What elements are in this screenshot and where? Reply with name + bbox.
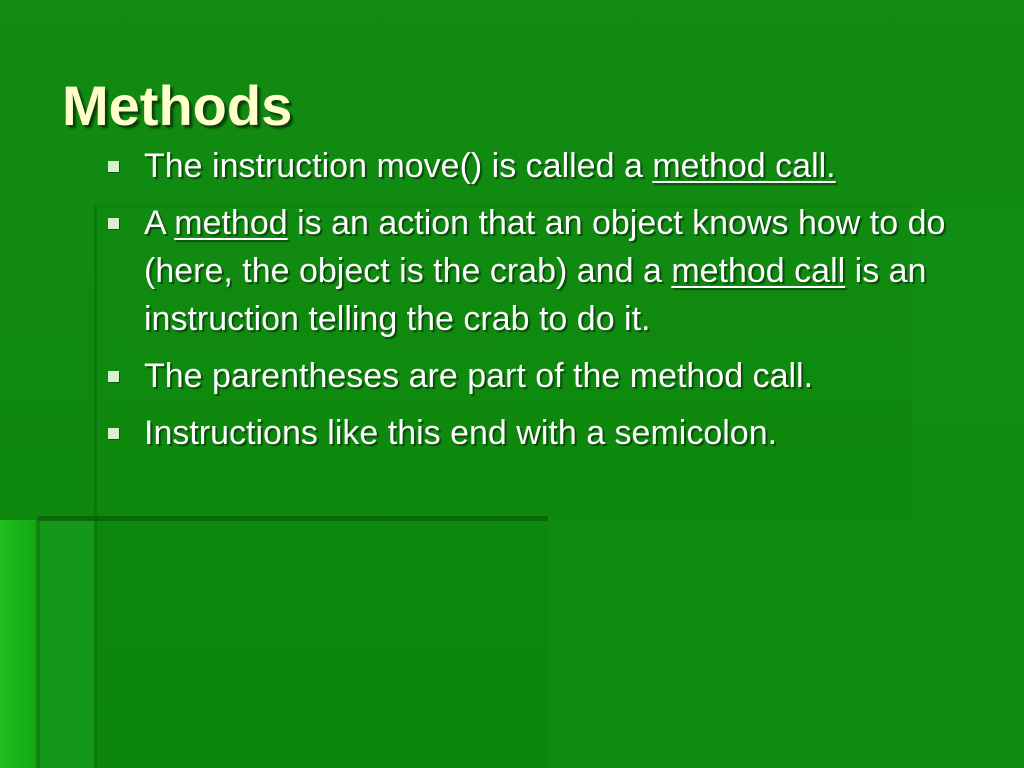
decorative-block-right bbox=[548, 516, 1024, 768]
bullet-item bbox=[104, 142, 984, 190]
decorative-vertical-line bbox=[94, 205, 97, 768]
bullet-text: is an action that an object knows how to do (here, the object is the crab) and a bbox=[144, 204, 946, 290]
decorative-strip-mid bbox=[40, 520, 96, 768]
bullet-text: The instruction move() is called a bbox=[144, 147, 653, 185]
underlined-term: method bbox=[174, 204, 288, 242]
bullet-text: A bbox=[144, 204, 175, 242]
bullet-item bbox=[104, 199, 984, 343]
bullet-list bbox=[104, 142, 984, 466]
bullet-text: Instructions like this end with a semicolon. bbox=[144, 414, 778, 452]
slide-title: Methods bbox=[62, 74, 293, 137]
decorative-horizontal-line-bottom bbox=[38, 516, 548, 521]
decorative-edge-left bbox=[36, 518, 40, 768]
underlined-term: method call. bbox=[652, 147, 836, 185]
bullet-text: is an instruction telling the crab to do it. bbox=[144, 252, 927, 338]
square-bullet-icon bbox=[108, 428, 119, 439]
bullet-item bbox=[104, 352, 984, 400]
bullet-text: The parentheses are part of the method call. bbox=[144, 357, 814, 395]
square-bullet-icon bbox=[108, 218, 119, 229]
square-bullet-icon bbox=[108, 371, 119, 382]
underlined-term: method call bbox=[671, 252, 846, 290]
square-bullet-icon bbox=[108, 161, 119, 172]
decorative-strip-left bbox=[0, 520, 40, 768]
bullet-item bbox=[104, 409, 984, 457]
